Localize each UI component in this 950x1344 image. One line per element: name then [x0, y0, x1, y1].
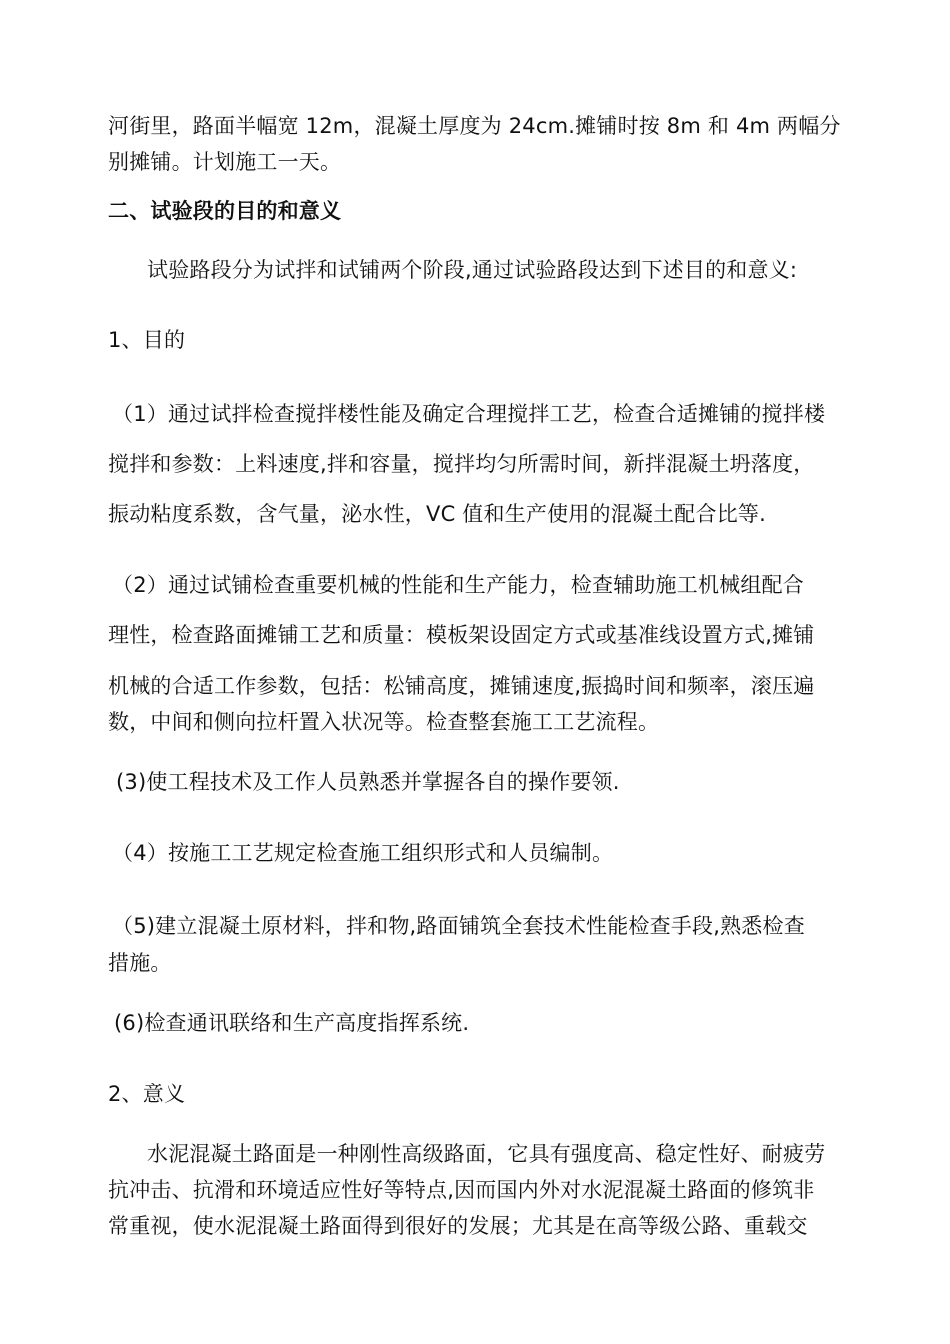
list-item-line: 振动粘度系数，含气量，泌水性，VC 值和生产使用的混凝土配合比等.: [108, 502, 766, 526]
paragraph-line: 水泥混凝土路面是一种刚性高级路面，它具有强度高、稳定性好、耐疲劳: [147, 1142, 826, 1166]
text-line: 河街里，路面半幅宽 12m，混凝土厚度为 24cm.摊铺时按 8m 和 4m 两幅分: [108, 114, 841, 138]
section-heading: 二、试验段的目的和意义: [108, 199, 342, 223]
list-item-line: 搅拌和参数：上料速度,拌和容量，搅拌均匀所需时间，新拌混凝土坍落度，: [108, 452, 815, 476]
paragraph-line: 常重视，使水泥混凝土路面得到很好的发展；尤其是在高等级公路、重载交: [108, 1214, 808, 1238]
text-line: 别摊铺。计划施工一天。: [108, 150, 342, 174]
list-item-line: (3)使工程技术及工作人员熟悉并掌握各自的操作要领.: [116, 770, 620, 794]
subheading: 1、目的: [108, 328, 186, 352]
list-item-line: 理性，检查路面摊铺工艺和质量：模板架设固定方式或基准线设置方式,摊铺: [108, 623, 815, 647]
list-item-line: 措施。: [108, 951, 172, 975]
list-item-line: 机械的合适工作参数，包括：松铺高度，摊铺速度,振捣时间和频率，滚压遍: [108, 674, 815, 698]
list-item-line: （2）通过试铺检查重要机械的性能和生产能力，检查辅助施工机械组配合: [112, 573, 804, 597]
list-item-line: （5)建立混凝土原材料，拌和物,路面铺筑全套技术性能检查手段,熟悉检查: [112, 914, 805, 938]
list-item-line: （4）按施工工艺规定检查施工组织形式和人员编制。: [112, 841, 614, 865]
subheading: 2、意义: [108, 1082, 186, 1106]
list-item-line: （1）通过试拌检查搅拌楼性能及确定合理搅拌工艺，检查合适摊铺的搅拌楼: [112, 402, 826, 426]
list-item-line: (6)检查通讯联络和生产高度指挥系统.: [114, 1011, 470, 1035]
paragraph-line: 抗冲击、抗滑和环境适应性好等特点,因而国内外对水泥混凝土路面的修筑非: [108, 1178, 815, 1202]
list-item-line: 数，中间和侧向拉杆置入状况等。检查整套施工工艺流程。: [108, 710, 660, 734]
paragraph-line: 试验路段分为试拌和试铺两个阶段,通过试验路段达到下述目的和意义:: [147, 258, 798, 282]
